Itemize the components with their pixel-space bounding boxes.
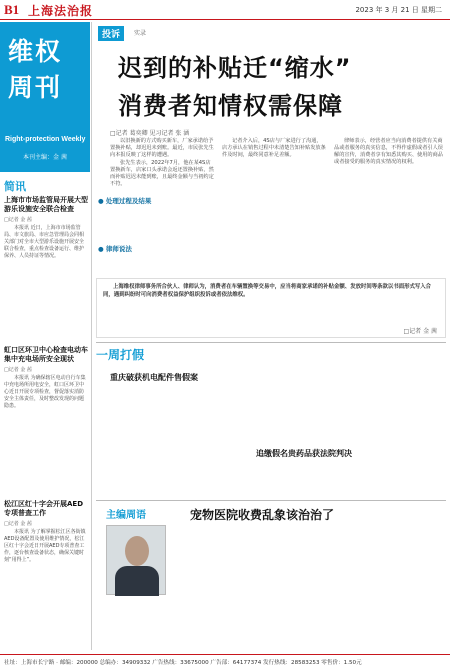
section-rule bbox=[96, 342, 446, 343]
commentary-byline: □记者 金 茜 bbox=[403, 328, 437, 335]
footer: 社址：上海市长宁路 · 邮编：200000 总编办：34909332 广告热线：33675000 广告部：64177374 发行热线：28583253 零售价：1.50元 bbox=[0, 654, 450, 668]
feature-column-2 bbox=[222, 138, 326, 160]
brief-item bbox=[4, 346, 88, 410]
opinion-title: 宠物医院收费乱象该治治了 bbox=[190, 508, 335, 522]
brief-body: 本报讯 为确保辖区电动自行车集中充电场所用电安全，虹口区环卫中心近日开展专项检查，督促落实消防安全主体责任，及时整改发现的问题隐患。 bbox=[4, 375, 86, 409]
opinion-label: 主编周语 bbox=[106, 510, 146, 521]
banner-title-line2: 周刊 bbox=[8, 73, 63, 102]
brief-body: 本报讯 为了解掌握松江区各街镇AED设备配置及使用维护情况，松江区红十字会近日开展AED专项普查工作，逐台核查设备状态，确保关键时刻“用得上”。 bbox=[4, 529, 86, 563]
subhead-process: ● 处理过程及结果 bbox=[98, 197, 152, 205]
brief-item bbox=[4, 500, 88, 564]
feature-byline: □记者 葛奕卿 见习记者 张 涵 bbox=[110, 130, 190, 137]
left-column bbox=[0, 22, 90, 652]
section-rule bbox=[96, 500, 446, 501]
column-divider bbox=[91, 22, 92, 650]
headline-line2: 消费者知情权需保障 bbox=[118, 92, 343, 120]
brief-body: 本报讯 近日，上海市市场监管局、市文旅局、市应急管理局会同相关部门对全市大型游乐设施开展安全联合检查，重点检查设备运行、维护保养、人员持证等情况。 bbox=[4, 225, 85, 259]
masthead bbox=[0, 0, 450, 20]
brief-title: 上海市市场监管局开展大型游乐设施安全联合检查 bbox=[4, 196, 88, 213]
brief-byline: □记者 金 茜 bbox=[4, 521, 32, 527]
commentary-text: 上海维权律师事务所合伙人、律师认为，消费者在车辆置换等交易中，应当将商家承诺的补贴金额、发放时间等条款以书面形式写入合同，遇到纠纷时可向消费者权益保护组织投诉或者依法维权。 bbox=[103, 284, 432, 298]
commentary-box bbox=[96, 278, 446, 338]
page-number: B1 bbox=[4, 2, 20, 17]
author-portrait-icon bbox=[106, 525, 166, 595]
feature-paragraph: 以旧换新的方式购买新车，厂家承诺给予置换补贴，却迟迟未到账。最近，市民张先生向本报反映了这样的遭遇。 bbox=[110, 138, 214, 158]
brief-item bbox=[4, 196, 88, 260]
portrait-body bbox=[115, 566, 159, 596]
brief-title: 松江区红十字会开展AED专项普查工作 bbox=[4, 500, 84, 517]
banner-title-line1: 维权 bbox=[8, 37, 63, 66]
brief-byline: □记者 金 茜 bbox=[4, 217, 32, 223]
banner-english: Right-protection Weekly bbox=[5, 136, 86, 143]
banner-editor: 本刊主编：金 茜 bbox=[23, 154, 67, 161]
feature-paragraph: 张先生表示，2022年7月，他在某4S店置换新车，店家口头承诺会返还置换补贴，然而补贴迟迟未能到账，且最终金额与当初约定不符。 bbox=[110, 160, 214, 187]
feature-paragraph: 律师表示，经营者应当向消费者提供有关商品或者服务的真实信息，不得作虚假或者引人误解的宣传，消费者享有知悉其购买、使用的商品或者接受的服务的真实情况的权利。 bbox=[334, 138, 443, 165]
section-tag-sub: 实录 bbox=[134, 30, 147, 37]
headline-line1: 迟到的补贴迁“缩水” bbox=[118, 54, 352, 82]
newspaper-name: 上海法治报 bbox=[28, 4, 94, 18]
section-tag: 投诉 bbox=[98, 26, 124, 41]
section-banner bbox=[0, 22, 90, 172]
brief-byline: □记者 金 茜 bbox=[4, 367, 32, 373]
section2-label: 一周打假 bbox=[96, 348, 145, 362]
issue-date: 2023 年 3 月 21 日 星期二 bbox=[355, 6, 442, 14]
feature-paragraph: 记者介入后，4S店与厂家进行了沟通，店方承认在销售过程中未清楚告知补贴发放条件及时间，最终同意补足差额。 bbox=[222, 138, 326, 158]
briefs-heading: 简讯 bbox=[4, 180, 26, 193]
story-headline: 追缴假名贵药品获法院判决 bbox=[256, 449, 352, 458]
brief-title: 虹口区环卫中心检查电动车集中充电场所安全现状 bbox=[4, 346, 88, 363]
feature-column-1 bbox=[110, 138, 214, 189]
story-headline: 重庆破获机电配件售假案 bbox=[110, 373, 198, 382]
subhead-lawyer: ● 律师说法 bbox=[98, 245, 132, 253]
feature-column-3 bbox=[334, 138, 444, 167]
portrait-face bbox=[125, 536, 149, 566]
